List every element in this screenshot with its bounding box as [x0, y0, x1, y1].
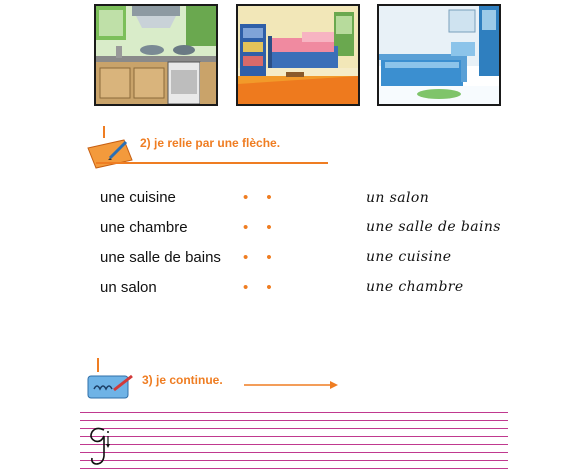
right-item-cuisine: une cuisine — [366, 249, 452, 265]
kitchen-illustration-icon — [96, 6, 216, 104]
writing-line — [80, 412, 508, 413]
bathroom-picture — [377, 4, 501, 106]
match-dots[interactable]: • • — [243, 219, 279, 236]
writing-line — [80, 420, 508, 421]
match-dots[interactable]: • • — [243, 189, 279, 206]
left-item-cuisine: une cuisine — [100, 189, 176, 206]
match-dots[interactable]: • • — [243, 279, 279, 296]
writing-line — [80, 436, 508, 437]
writing-line — [80, 428, 508, 429]
right-item-salle-de-bains: une salle de bains — [366, 219, 501, 235]
exercise-2-title: 2) je relie par une flèche. — [140, 136, 281, 150]
writing-line — [80, 460, 508, 461]
bedroom-illustration-icon — [238, 6, 358, 104]
writing-line — [80, 468, 508, 469]
bedroom-picture — [236, 4, 360, 106]
left-item-salle-de-bains: une salle de bains — [100, 249, 221, 266]
kitchen-picture — [94, 4, 218, 106]
continue-arrow — [240, 380, 340, 390]
bathroom-illustration-icon — [379, 6, 499, 104]
left-item-salon: un salon — [100, 279, 157, 296]
left-item-chambre: une chambre — [100, 219, 188, 236]
exercise-3-title: 3) je continue. — [142, 373, 223, 387]
cursive-g-icon — [86, 420, 114, 468]
writing-pad-icon — [84, 356, 140, 402]
right-item-salon: un salon — [366, 190, 430, 206]
right-item-chambre: une chambre — [366, 279, 464, 295]
writing-line — [80, 452, 508, 453]
exercise-2-underline — [96, 162, 328, 164]
writing-line — [80, 444, 508, 445]
match-dots[interactable]: • • — [243, 249, 279, 266]
